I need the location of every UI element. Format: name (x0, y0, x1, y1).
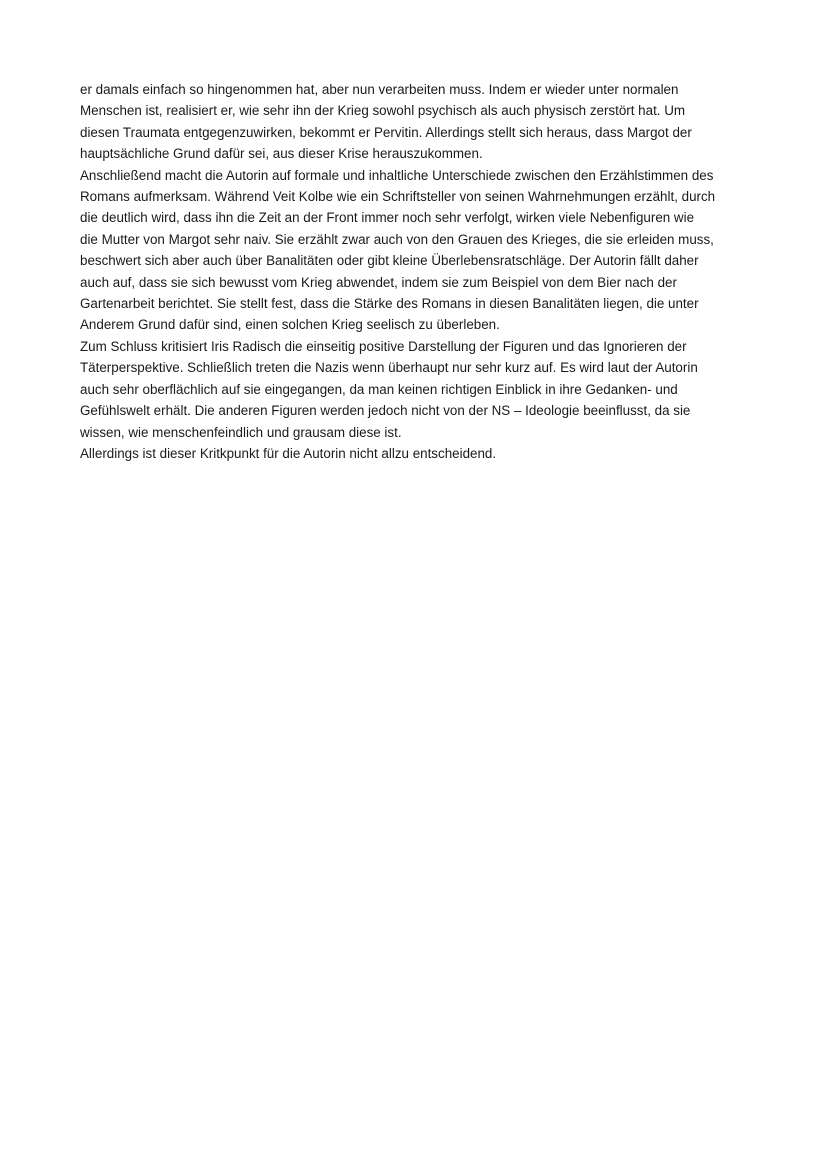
text-line: hauptsächliche Grund dafür sei, aus dieser Krise herauszukommen. (80, 146, 483, 162)
text-line: Anderem Grund dafür sind, einen solchen Krieg seelisch zu überleben. (80, 317, 500, 333)
body-text (80, 79, 760, 464)
text-line: die deutlich wird, dass ihn die Zeit an der Front immer noch sehr verfolgt, wirken viele Nebenfiguren wie (80, 210, 695, 226)
text-line: die Mutter von Margot sehr naiv. Sie erzählt zwar auch von den Grauen des Krieges, die sie erleiden muss, (80, 231, 714, 247)
text-line: Gartenarbeit berichtet. Sie stellt fest, dass die Stärke des Romans in diesen Banalitäten liegen, die unter (80, 296, 699, 312)
text-line: Romans aufmerksam. Während Veit Kolbe wie ein Schriftsteller von seinen Wahrnehmungen erzählt, durch (80, 189, 716, 205)
text-line: wissen, wie menschenfeindlich und grausam diese ist. (80, 424, 402, 440)
text-line: Menschen ist, realisiert er, wie sehr ihn der Krieg sowohl psychisch als auch physisch zerstört hat. Um (80, 103, 686, 119)
text-line: Allerdings ist dieser Kritkpunkt für die Autorin nicht allzu entscheidend. (80, 445, 497, 461)
text-line: Zum Schluss kritisiert Iris Radisch die einseitig positive Darstellung der Figuren und das Ignorieren der (80, 338, 687, 354)
text-line: Täterperspektive. Schließlich treten die Nazis wenn überhaupt nur sehr kurz auf. Es wird laut der Autorin (80, 360, 698, 376)
text-line: auch sehr oberflächlich auf sie eingegangen, da man keinen richtigen Einblick in ihre Gedanken- und (80, 381, 678, 397)
text-line: er damals einfach so hingenommen hat, aber nun verarbeiten muss. Indem er wieder unter normalen (80, 82, 679, 97)
text-line: diesen Traumata entgegenzuwirken, bekommt er Pervitin. Allerdings stellt sich heraus, dass Margot der (80, 124, 692, 140)
text-line: Anschließend macht die Autorin auf formale und inhaltliche Unterschiede zwischen den Erzählstimmen des (80, 167, 714, 183)
text-line: beschwert sich aber auch über Banalitäten oder gibt kleine Überlebensratschläge. Der Autorin fällt daher (80, 253, 699, 269)
text-line: Gefühlswelt erhält. Die anderen Figuren werden jedoch nicht von der NS – Ideologie beeinflusst, da sie (80, 403, 691, 419)
text-line: auch auf, dass sie sich bewusst vom Krieg abwendet, indem sie zum Beispiel von dem Bier nach der (80, 274, 677, 290)
